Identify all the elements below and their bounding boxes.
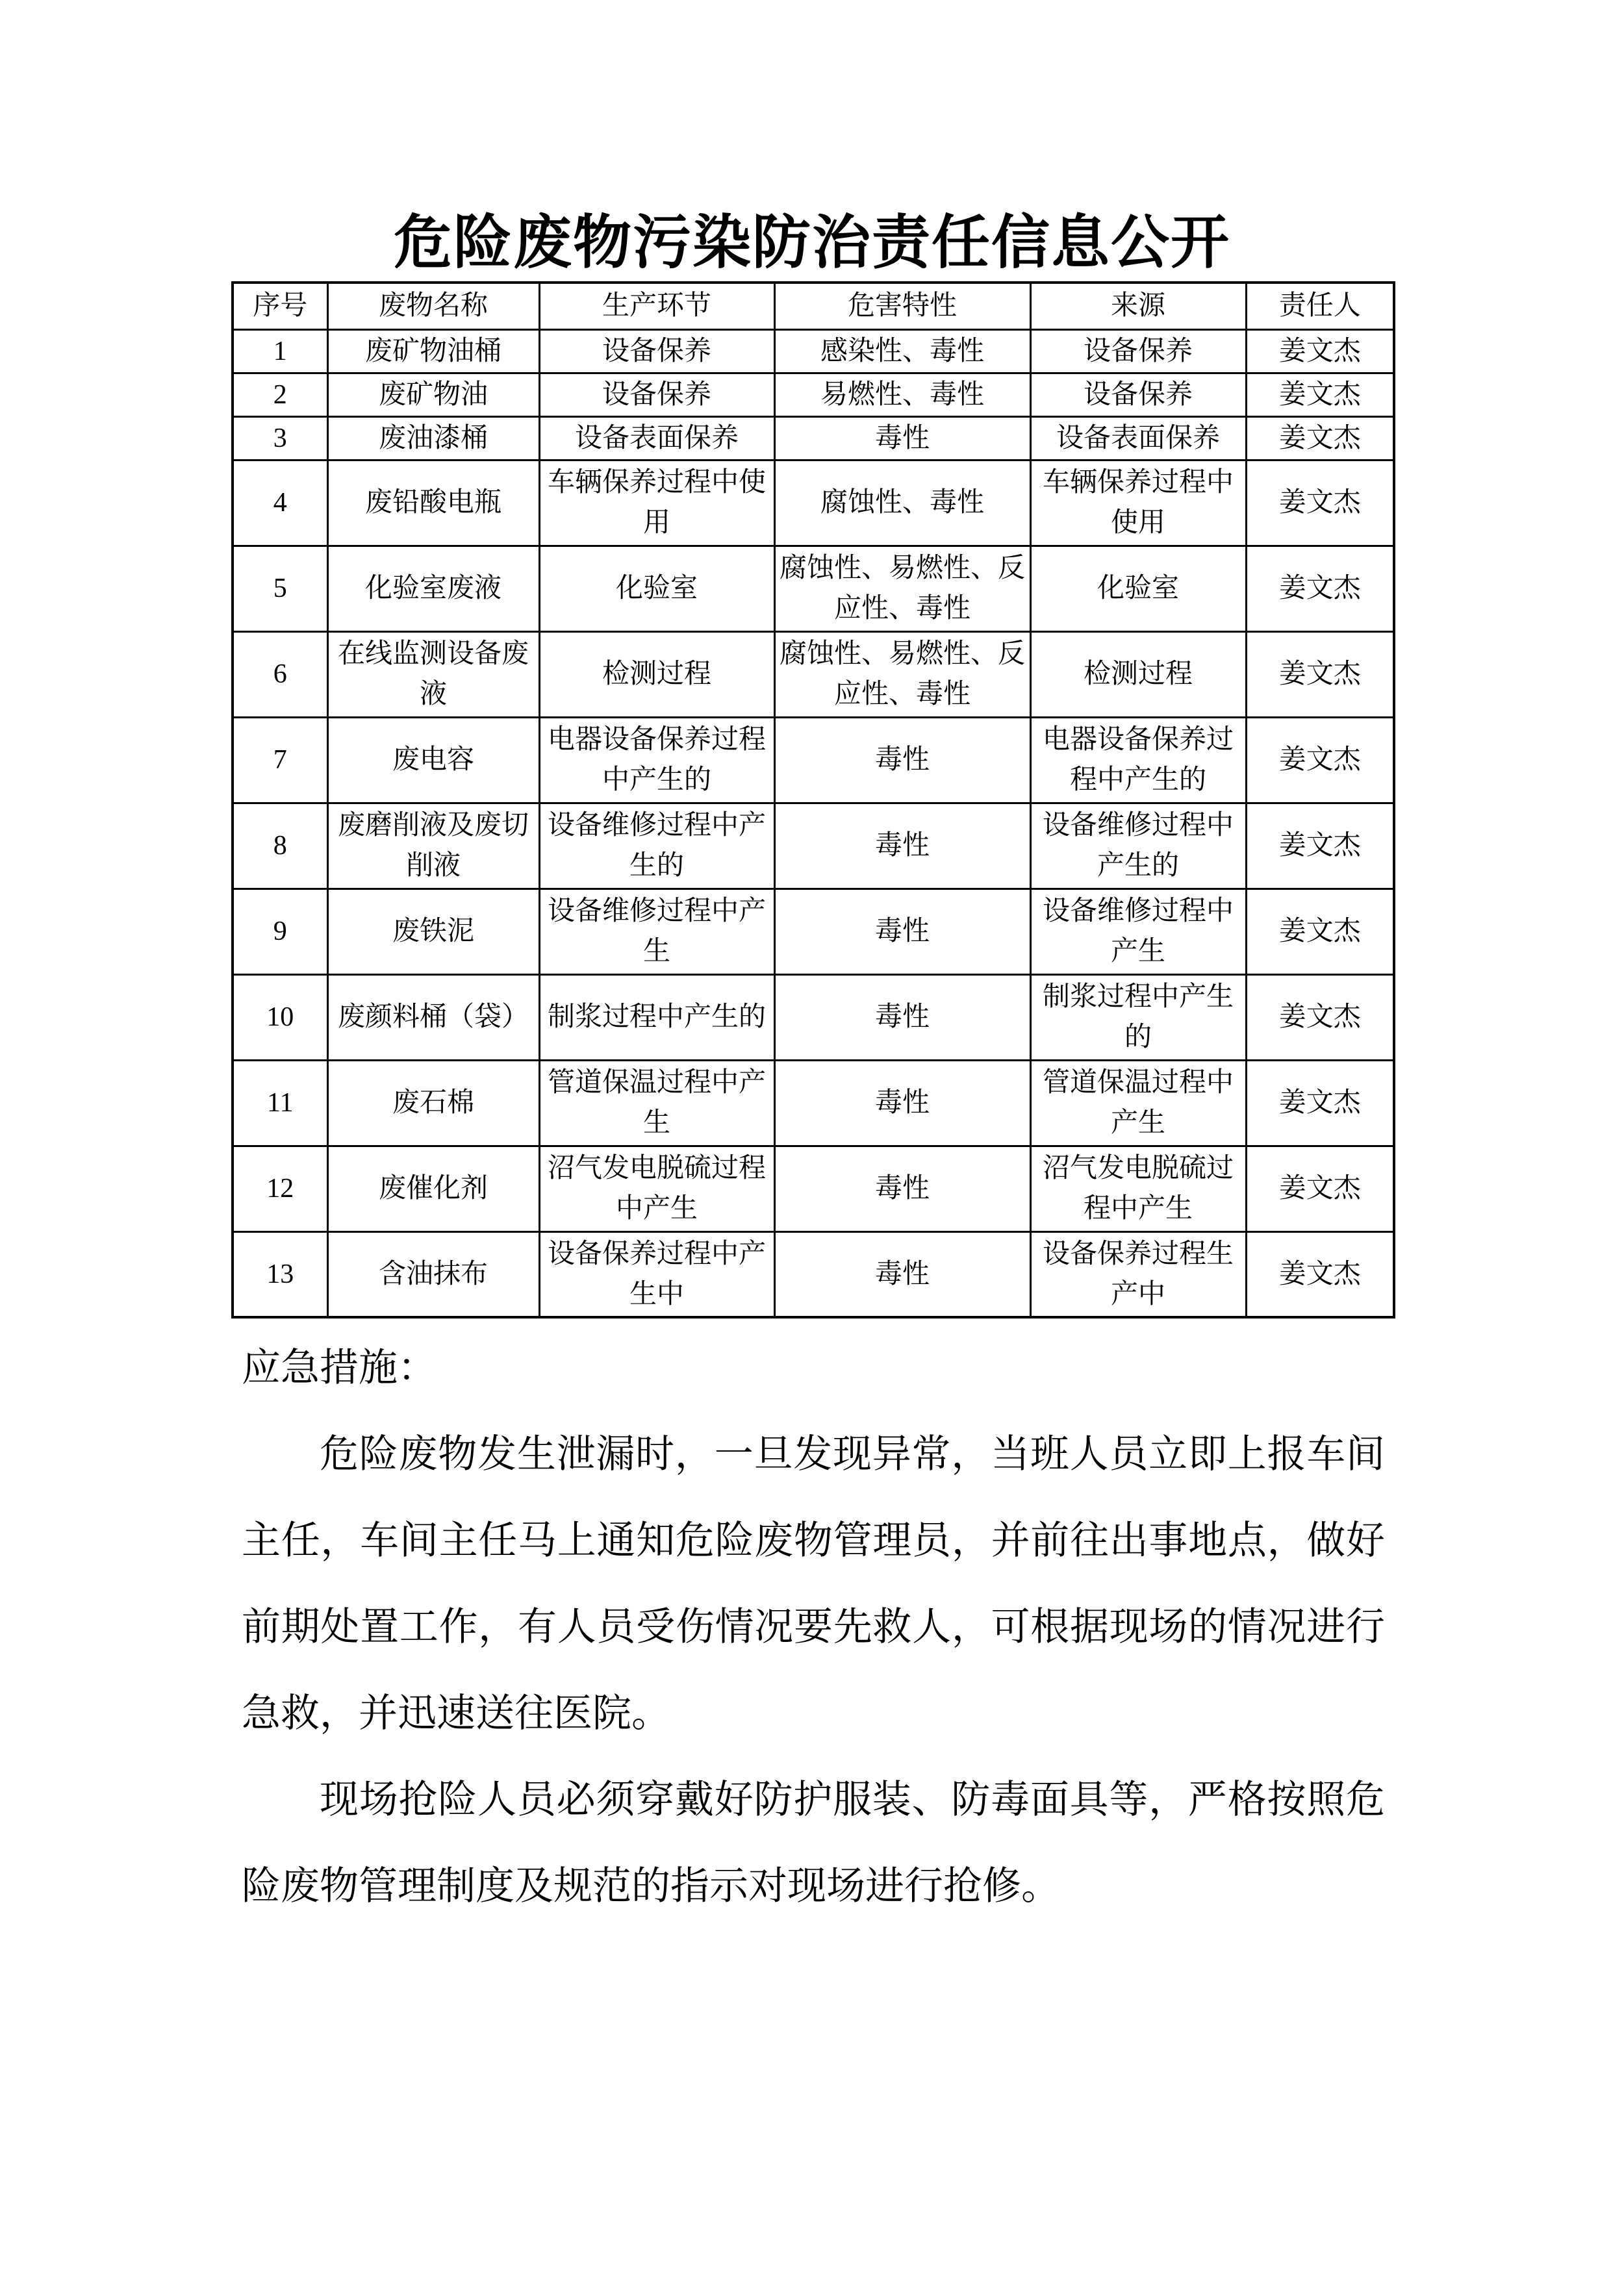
cell-source: 沼气发电脱硫过程中产生 xyxy=(1030,1146,1246,1231)
cell-hazard-property: 腐蚀性、易燃性、反应性、毒性 xyxy=(774,631,1030,717)
cell-production-stage: 管道保温过程中产生 xyxy=(539,1060,774,1146)
table-row xyxy=(233,416,1394,460)
cell-hazard-property: 毒性 xyxy=(774,1146,1030,1231)
header-production-stage: 生产环节 xyxy=(539,283,774,329)
cell-hazard-property: 感染性、毒性 xyxy=(774,329,1030,373)
cell-hazard-property: 易燃性、毒性 xyxy=(774,373,1030,416)
page-title: 危险废物污染防治责任信息公开 xyxy=(394,211,1230,275)
table-row xyxy=(233,889,1394,974)
cell-no: 9 xyxy=(233,889,327,974)
cell-waste-name: 废电容 xyxy=(327,717,539,803)
cell-production-stage: 沼气发电脱硫过程中产生 xyxy=(539,1146,774,1231)
table-row xyxy=(233,373,1394,416)
cell-production-stage: 检测过程 xyxy=(539,631,774,717)
cell-waste-name: 废颜料桶（袋） xyxy=(327,974,539,1060)
cell-production-stage: 设备保养 xyxy=(539,329,774,373)
cell-no: 11 xyxy=(233,1060,327,1146)
cell-no: 1 xyxy=(233,329,327,373)
table-header-row xyxy=(233,283,1394,329)
cell-waste-name: 废石棉 xyxy=(327,1060,539,1146)
cell-waste-name: 含油抹布 xyxy=(327,1231,539,1317)
header-no: 序号 xyxy=(233,283,327,329)
cell-hazard-property: 毒性 xyxy=(774,717,1030,803)
cell-hazard-property: 毒性 xyxy=(774,803,1030,889)
cell-hazard-property: 腐蚀性、毒性 xyxy=(774,460,1030,546)
table-row xyxy=(233,460,1394,546)
cell-waste-name: 废催化剂 xyxy=(327,1146,539,1231)
cell-responsible-person: 姜文杰 xyxy=(1246,889,1394,974)
cell-waste-name: 化验室废液 xyxy=(327,546,539,631)
cell-responsible-person: 姜文杰 xyxy=(1246,329,1394,373)
cell-production-stage: 化验室 xyxy=(539,546,774,631)
table-row xyxy=(233,717,1394,803)
cell-production-stage: 车辆保养过程中使用 xyxy=(539,460,774,546)
cell-waste-name: 废铁泥 xyxy=(327,889,539,974)
cell-responsible-person: 姜文杰 xyxy=(1246,373,1394,416)
cell-waste-name: 废油漆桶 xyxy=(327,416,539,460)
cell-hazard-property: 毒性 xyxy=(774,416,1030,460)
header-waste-name: 废物名称 xyxy=(327,283,539,329)
emergency-measures-heading: 应急措施： xyxy=(242,1346,437,1389)
cell-production-stage: 设备保养过程中产生中 xyxy=(539,1231,774,1317)
emergency-measures-section xyxy=(242,1325,1385,1930)
cell-responsible-person: 姜文杰 xyxy=(1246,717,1394,803)
cell-responsible-person: 姜文杰 xyxy=(1246,631,1394,717)
cell-source: 设备保养 xyxy=(1030,329,1246,373)
cell-no: 5 xyxy=(233,546,327,631)
cell-no: 4 xyxy=(233,460,327,546)
cell-no: 6 xyxy=(233,631,327,717)
cell-waste-name: 在线监测设备废液 xyxy=(327,631,539,717)
header-hazard-property: 危害特性 xyxy=(774,283,1030,329)
cell-source: 设备维修过程中产生的 xyxy=(1030,803,1246,889)
emergency-paragraph: 危险废物发生泄漏时，一旦发现异常，当班人员立即上报车间主任，车间主任马上通知危险废物管理员，并前往出事地点，做好前期处置工作，有人员受伤情况要先救人，可根据现场的情况进行急救，并迅速送往医院。 xyxy=(242,1433,1385,1735)
cell-no: 8 xyxy=(233,803,327,889)
cell-source: 车辆保养过程中使用 xyxy=(1030,460,1246,546)
cell-no: 13 xyxy=(233,1231,327,1317)
emergency-paragraph: 现场抢险人员必须穿戴好防护服装、防毒面具等，严格按照危险废物管理制度及规范的指示对现场进行抢修。 xyxy=(242,1778,1385,1908)
cell-no: 2 xyxy=(233,373,327,416)
cell-source: 检测过程 xyxy=(1030,631,1246,717)
cell-hazard-property: 毒性 xyxy=(774,889,1030,974)
cell-hazard-property: 毒性 xyxy=(774,1231,1030,1317)
header-source: 来源 xyxy=(1030,283,1246,329)
cell-hazard-property: 腐蚀性、易燃性、反应性、毒性 xyxy=(774,546,1030,631)
cell-no: 10 xyxy=(233,974,327,1060)
cell-waste-name: 废铅酸电瓶 xyxy=(327,460,539,546)
table-row xyxy=(233,1146,1394,1231)
table-row xyxy=(233,631,1394,717)
cell-no: 7 xyxy=(233,717,327,803)
cell-source: 制浆过程中产生的 xyxy=(1030,974,1246,1060)
cell-source: 设备维修过程中产生 xyxy=(1030,889,1246,974)
cell-hazard-property: 毒性 xyxy=(774,1060,1030,1146)
table-row xyxy=(233,1231,1394,1317)
cell-no: 12 xyxy=(233,1146,327,1231)
cell-production-stage: 电器设备保养过程中产生的 xyxy=(539,717,774,803)
cell-production-stage: 设备维修过程中产生 xyxy=(539,889,774,974)
cell-production-stage: 设备维修过程中产生的 xyxy=(539,803,774,889)
cell-source: 设备表面保养 xyxy=(1030,416,1246,460)
cell-responsible-person: 姜文杰 xyxy=(1246,1060,1394,1146)
cell-responsible-person: 姜文杰 xyxy=(1246,1231,1394,1317)
cell-waste-name: 废矿物油桶 xyxy=(327,329,539,373)
header-responsible-person: 责任人 xyxy=(1246,283,1394,329)
cell-source: 化验室 xyxy=(1030,546,1246,631)
cell-no: 3 xyxy=(233,416,327,460)
table-row xyxy=(233,803,1394,889)
hazardous-waste-table xyxy=(231,281,1395,1318)
cell-production-stage: 设备表面保养 xyxy=(539,416,774,460)
table-row xyxy=(233,1060,1394,1146)
table-row xyxy=(233,974,1394,1060)
table-row xyxy=(233,546,1394,631)
cell-waste-name: 废矿物油 xyxy=(327,373,539,416)
cell-responsible-person: 姜文杰 xyxy=(1246,460,1394,546)
cell-responsible-person: 姜文杰 xyxy=(1246,803,1394,889)
table-row xyxy=(233,329,1394,373)
cell-waste-name: 废磨削液及废切削液 xyxy=(327,803,539,889)
cell-responsible-person: 姜文杰 xyxy=(1246,546,1394,631)
cell-responsible-person: 姜文杰 xyxy=(1246,1146,1394,1231)
cell-production-stage: 设备保养 xyxy=(539,373,774,416)
cell-production-stage: 制浆过程中产生的 xyxy=(539,974,774,1060)
cell-hazard-property: 毒性 xyxy=(774,974,1030,1060)
cell-source: 电器设备保养过程中产生的 xyxy=(1030,717,1246,803)
cell-source: 设备保养过程生产中 xyxy=(1030,1231,1246,1317)
cell-responsible-person: 姜文杰 xyxy=(1246,974,1394,1060)
cell-responsible-person: 姜文杰 xyxy=(1246,416,1394,460)
cell-source: 设备保养 xyxy=(1030,373,1246,416)
cell-source: 管道保温过程中产生 xyxy=(1030,1060,1246,1146)
